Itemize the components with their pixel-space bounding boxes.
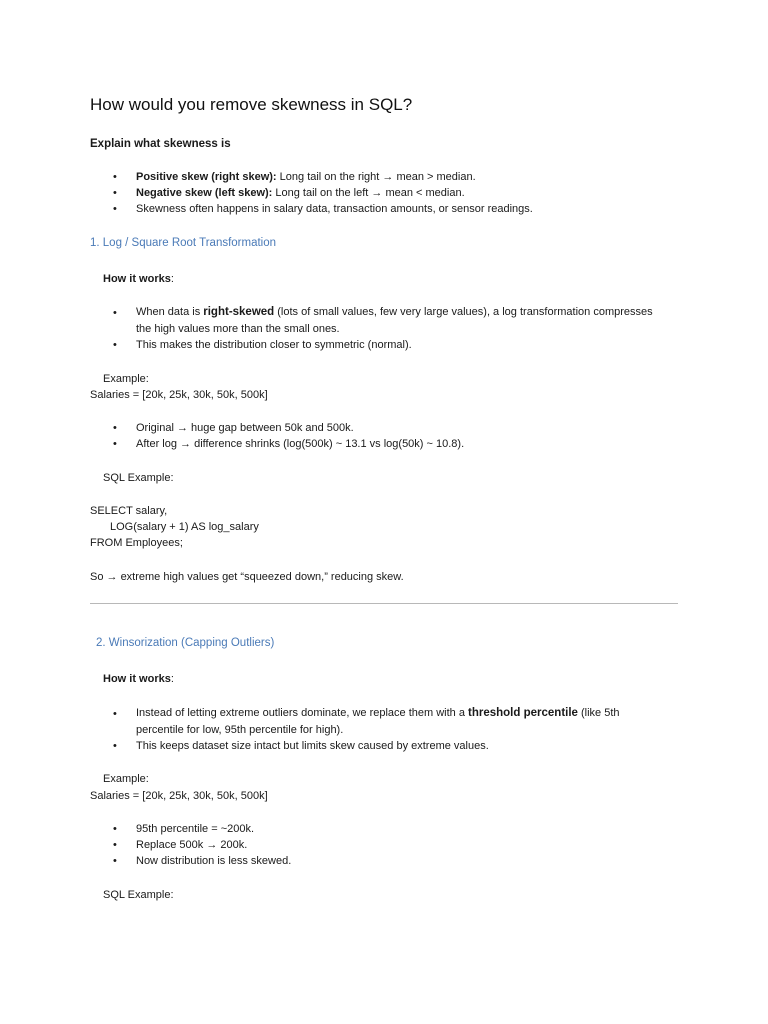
page-title: How would you remove skewness in SQL? <box>90 95 413 114</box>
section1-example-salaries: Salaries = [20k, 25k, 30k, 50k, 500k] <box>90 389 268 401</box>
term-threshold-percentile: threshold percentile <box>468 707 578 719</box>
bullet-dot: • <box>113 339 117 351</box>
section2-sql-label: SQL Example: <box>103 889 174 901</box>
section1-bullet-right-skewed-continued: the high values more than the small ones. <box>136 323 340 335</box>
section1-example-label: Example: <box>103 373 149 385</box>
section2-example-label: Example: <box>103 773 149 785</box>
section2-bullet-threshold <box>136 707 620 719</box>
bullet-dot: • <box>113 187 117 199</box>
bullet-dot: • <box>113 855 117 867</box>
sql-line-select: SELECT salary, <box>90 505 168 517</box>
section1-how-it-works <box>103 273 174 285</box>
bullet-dot: • <box>113 422 117 434</box>
intro-heading: Explain what skewness is <box>90 138 231 150</box>
how-label: How it works <box>103 673 171 685</box>
text-run: Instead of letting extreme outliers dominate, we replace them with a <box>136 707 469 719</box>
section2-bullet-threshold-continued: percentile for low, 95th percentile for high). <box>136 724 344 736</box>
section1-bullet-symmetric: This makes the distribution closer to symmetric (normal). <box>136 339 412 351</box>
term-right-skewed: right-skewed <box>203 306 275 318</box>
section2-example-bullet-replace: Replace 500k → 200k. <box>136 839 248 851</box>
definition-positive-skew: Long tail on the right → mean > median. <box>276 171 476 183</box>
intro-bullet-occurrence: Skewness often happens in salary data, transaction amounts, or sensor readings. <box>136 203 533 215</box>
intro-bullet-negative-skew <box>136 187 465 199</box>
section1-sql-label: SQL Example: <box>103 472 174 484</box>
bullet-dot: • <box>113 438 117 450</box>
section2-heading: 2. Winsorization (Capping Outliers) <box>96 637 275 649</box>
how-colon: : <box>170 273 174 285</box>
section2-example-bullet-percentile: 95th percentile = ~200k. <box>136 823 255 835</box>
section1-example-bullet-after-log: After log → difference shrinks (log(500k) ~ 13.1 vs log(50k) ~ 10.8). <box>136 438 465 450</box>
text-run: (like 5th <box>577 707 620 719</box>
bullet-dot: • <box>113 171 117 183</box>
definition-negative-skew: Long tail on the left → mean < median. <box>272 187 465 199</box>
bullet-dot: • <box>113 823 117 835</box>
text-run: (lots of small values, few very large values), a log transformation compresses <box>274 306 653 318</box>
bullet-dot: • <box>113 708 117 720</box>
section1-example-bullet-original: Original → huge gap between 50k and 500k. <box>136 422 354 434</box>
section1-bullet-right-skewed <box>136 306 653 318</box>
text-run: When data is <box>136 306 204 318</box>
section1-summary: So → extreme high values get “squeezed down,” reducing skew. <box>90 571 404 583</box>
bullet-dot: • <box>113 307 117 319</box>
sql-line-log: LOG(salary + 1) AS log_salary <box>110 521 259 533</box>
section2-example-salaries: Salaries = [20k, 25k, 30k, 50k, 500k] <box>90 790 268 802</box>
bullet-dot: • <box>113 203 117 215</box>
section2-bullet-intact: This keeps dataset size intact but limits skew caused by extreme values. <box>136 740 489 752</box>
term-positive-skew: Positive skew (right skew): <box>136 171 277 183</box>
bullet-dot: • <box>113 740 117 752</box>
section2-how-it-works <box>103 673 174 685</box>
how-colon: : <box>170 673 174 685</box>
section1-heading: 1. Log / Square Root Transformation <box>90 237 277 249</box>
section2-example-bullet-less-skewed: Now distribution is less skewed. <box>136 855 292 867</box>
term-negative-skew: Negative skew (left skew): <box>136 187 273 199</box>
bullet-dot: • <box>113 839 117 851</box>
how-label: How it works <box>103 273 171 285</box>
sql-line-from: FROM Employees; <box>90 537 183 549</box>
intro-bullet-positive-skew <box>136 171 476 183</box>
horizontal-divider <box>90 603 678 604</box>
